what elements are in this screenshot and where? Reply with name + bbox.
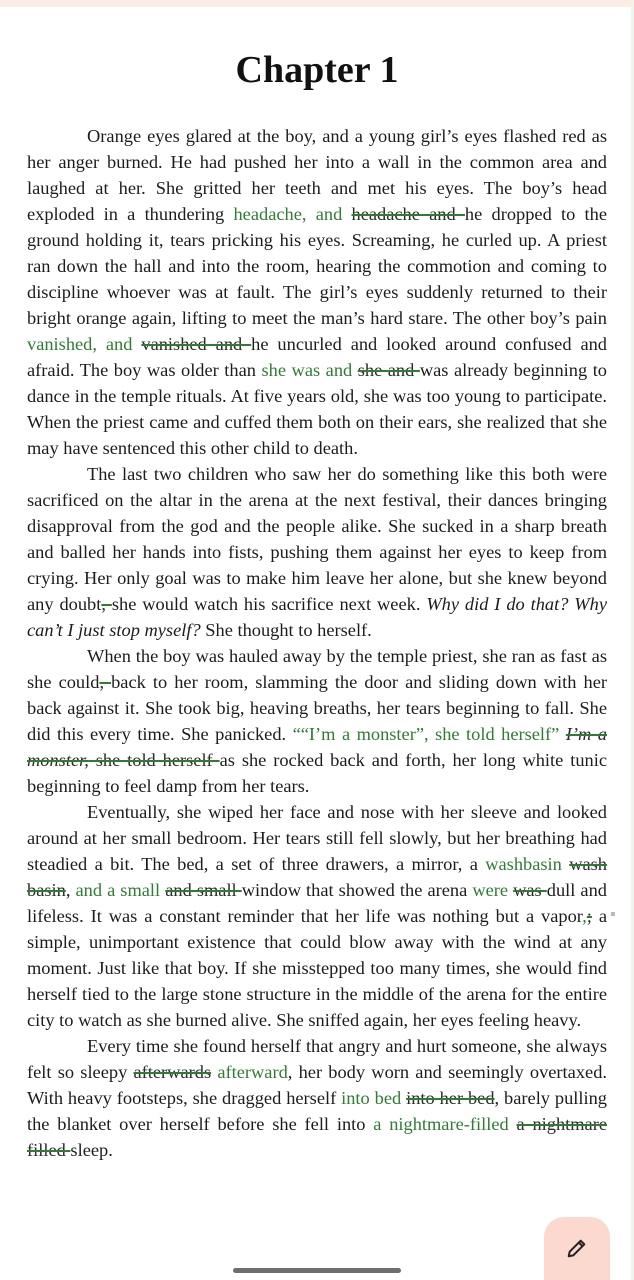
tracked-insertion: afterward [217, 1062, 288, 1082]
home-indicator[interactable] [233, 1268, 401, 1273]
body-text: Orange eyes glared at the boy, and a young girl’s eyes flashed red as her anger burned. He had pushed her into a wall in the common area and laughed at her. She gritted her teeth and met his eyes. The boy’s head exploded in a thundering [27, 126, 607, 224]
tracked-deletion: she told herself [88, 750, 220, 770]
body-text: She thought to herself. [200, 620, 372, 640]
paragraph[interactable] [27, 1033, 607, 1163]
tracked-insertion: , [582, 906, 587, 926]
body-text: sleep. [70, 1140, 113, 1160]
tracked-deletion: into her bed [406, 1088, 495, 1108]
tracked-insertion: were [472, 880, 514, 900]
tracked-deletion: a nightmare filled [27, 1114, 607, 1160]
comment-marker[interactable] [611, 912, 615, 916]
body-text: , barely pulling the blanket over herself before she fell into [27, 1088, 608, 1134]
tracked-insertion: she was and [261, 360, 358, 380]
tracked-deletion: and small [165, 880, 242, 900]
body-text: she would watch his sacrifice next week. [111, 594, 427, 614]
tracked-deletion: I’m a monster, [27, 724, 607, 770]
paragraph[interactable] [27, 799, 607, 1033]
body-text: back to her room, slamming the door and sliding down with her back against it. She took big, heaving breaths, her tears beginning to fall. She did this every time. She panicked. [27, 672, 607, 744]
tracked-deletion: vanished and [141, 334, 252, 354]
edit-button[interactable] [544, 1217, 610, 1280]
body-text: he dropped to the ground holding it, tears pricking his eyes. Screaming, he curled up. A priest ran down the hall and into the room, hearing the commotion and coming to discipline whoever was at fault. The girl’s eyes suddenly returned to their bright orange again, lifting to meet the man’s hard stare. The other boy’s pain [27, 204, 608, 328]
body-text: When the boy was hauled away by the temple priest, she ran as fast as she could [27, 646, 607, 692]
status-bar-strip [0, 0, 634, 7]
body-text: , [65, 880, 76, 900]
body-text: a simple, unimportant existence that could blow away with the wind at any moment. Just like that boy. If she misstepped too many times, she would find herself tied to the large stone structure in the middle of the arena for the entire city to watch as she burned alive. She sniffed again, her eyes feeling heavy. [27, 906, 607, 1030]
tracked-insertion: ““I’m a monster”, she told herself” [292, 724, 566, 744]
pencil-icon [566, 1237, 588, 1259]
paragraph[interactable] [27, 461, 607, 643]
chapter-title: Chapter 1 [235, 49, 399, 92]
body-text: as she rocked back and forth, her long white tunic beginning to feel damp from her tears. [27, 750, 607, 796]
tracked-deletion: headache and [351, 204, 465, 224]
body-text: , her body worn and seemingly overtaxed. With heavy footsteps, she dragged herself [27, 1062, 607, 1108]
tracked-deletion: afterwards [133, 1062, 212, 1082]
document-body[interactable] [27, 123, 607, 1163]
tracked-deletion: , [101, 594, 112, 614]
italic-text: Why did I do that? Why can’t I just stop myself? [27, 594, 607, 640]
body-text: Eventually, she wiped her face and nose with her sleeve and looked around at her small bedroom. Her tears still fell slowly, but her breathing had steadied a bit. The bed, a set of three drawers, a mirror, a [27, 802, 607, 874]
tracked-deletion: wash basin [27, 854, 607, 900]
tracked-insertion: headache, and [233, 204, 352, 224]
tracked-deletion: , [99, 672, 112, 692]
tracked-insertion: washbasin [485, 854, 570, 874]
paragraph[interactable] [27, 123, 607, 461]
tracked-deletion: was [513, 880, 547, 900]
body-text: was already beginning to dance in the temple rituals. At five years old, she was too young to participate. When the priest came and cuffed them both on their ears, she realized that she may have sentenced this other child to death. [27, 360, 607, 458]
body-text: Every time she found herself that angry and hurt someone, she always felt so sleepy [27, 1036, 607, 1082]
body-text: he uncurled and looked around confused and afraid. The boy was older than [27, 334, 607, 380]
body-text: The last two children who saw her do something like this both were sacrificed on the altar in the arena at the next festival, their dances bringing disapproval from the god and the people alike. She sucked in a sharp breath and balled her hands into fists, pushing them against her eyes to keep from crying. Her only goal was to make him leave her alone, but she knew beyond any doubt [27, 464, 607, 614]
tracked-insertion: a nightmare-filled [373, 1114, 517, 1134]
tracked-deletion: she and [357, 360, 420, 380]
tracked-insertion: vanished, and [27, 334, 142, 354]
body-text: dull and lifeless. It was a constant reminder that her life was nothing but a vapor [27, 880, 607, 926]
body-text: window that showed the arena [241, 880, 473, 900]
tracked-insertion: and a small [75, 880, 166, 900]
tracked-deletion: ; [586, 906, 592, 926]
paragraph[interactable] [27, 643, 607, 799]
tracked-insertion: into bed [341, 1088, 407, 1108]
